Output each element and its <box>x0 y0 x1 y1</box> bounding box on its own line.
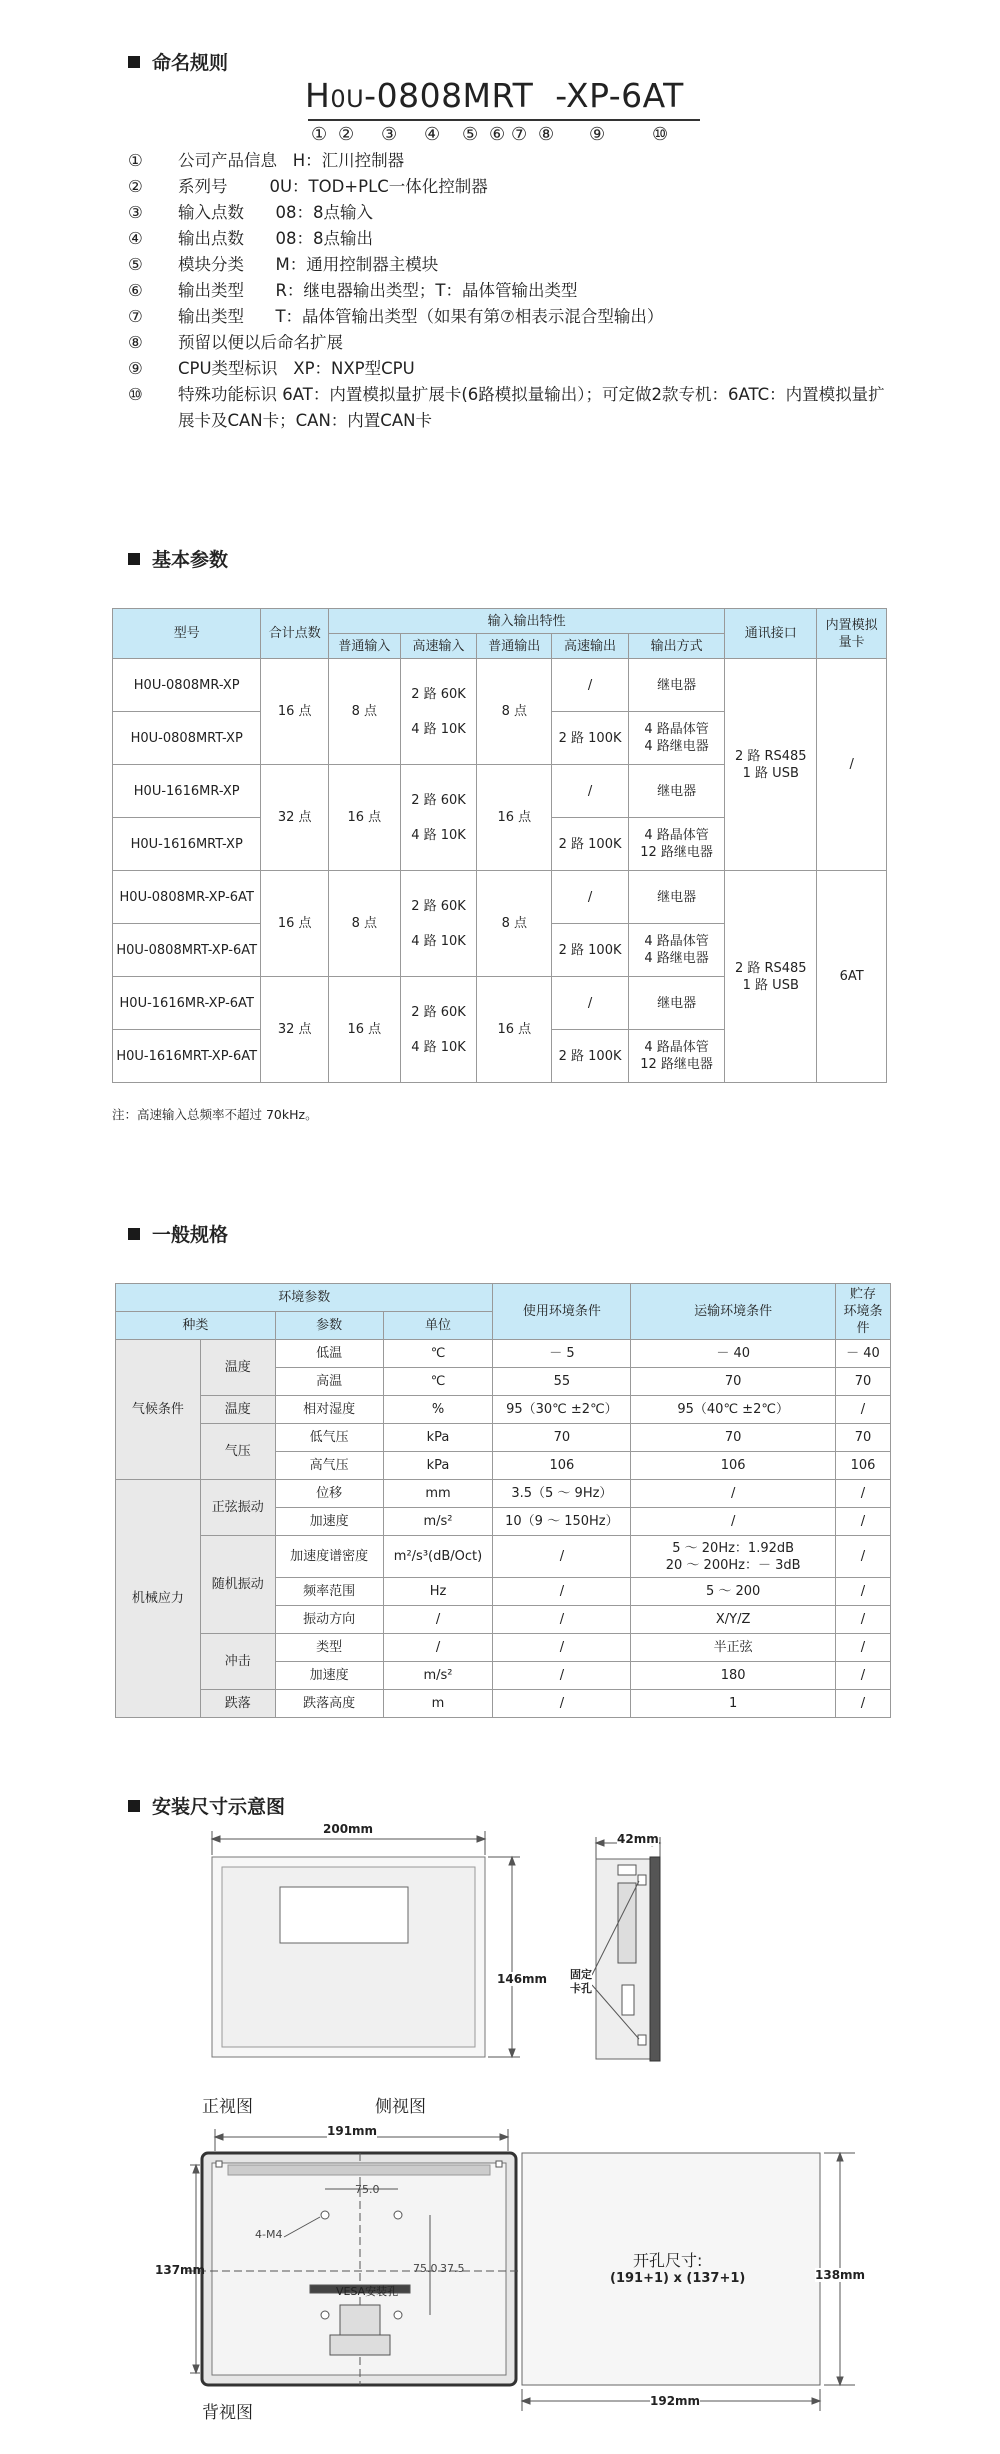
col-header-io: 输入输出特性 <box>329 609 725 634</box>
code-marker: ⑩ <box>652 124 669 145</box>
rule-item: ⑨ CPU类型标识 XP：NXP型CPU <box>128 359 415 378</box>
in-normal-cell: 8 点 <box>329 871 401 977</box>
table-row: 高温 ℃ 55 70 70 <box>116 1368 891 1396</box>
out-mode-cell: 继电器 <box>628 977 724 1030</box>
in-normal-cell: 16 点 <box>329 765 401 871</box>
table-row: 频率范围 Hz / 5 ～ 200 / <box>116 1578 891 1606</box>
table-row: 振动方向 / / X/Y/Z / <box>116 1606 891 1634</box>
header-param: 参数 <box>275 1312 383 1340</box>
table-row: 加速度 m/s² / 180 / <box>116 1662 891 1690</box>
front-view-drawing <box>190 1825 530 2070</box>
out-normal-cell: 8 点 <box>477 871 552 977</box>
cutout-label: 开孔尺寸: <box>633 2251 703 2270</box>
rule-item: ③ 输入点数 08：8点输入 <box>128 203 373 222</box>
front-height-label: 146mm <box>497 1972 548 1986</box>
col-header-comm: 通讯接口 <box>725 609 817 659</box>
col-header-in-fast: 高速输入 <box>400 634 477 659</box>
subcategory-cell: 跌落 <box>200 1690 275 1718</box>
total-cell: 16 点 <box>261 871 329 977</box>
general-spec-table <box>115 1283 891 1718</box>
out-fast-cell: 2 路 100K <box>552 1030 629 1083</box>
out-fast-cell: 2 路 100K <box>552 712 629 765</box>
rule-item: ② 系列号 0U：TOD+PLC一体化控制器 <box>128 177 488 196</box>
col-header-out-normal: 普通输出 <box>477 634 552 659</box>
side-depth-label: 42mm <box>617 1832 659 1846</box>
in-fast-cell: 2 路 60K 4 路 10K <box>400 765 477 871</box>
table-row: 加速度 m/s² 10（9 ～ 150Hz） / / <box>116 1508 891 1536</box>
rule-item: ④ 输出点数 08：8点输出 <box>128 229 373 248</box>
out-mode-cell: 4 路晶体管 4 路继电器 <box>628 712 724 765</box>
table-row <box>113 871 887 924</box>
square-bullet-icon <box>128 553 140 565</box>
total-cell: 32 点 <box>261 977 329 1083</box>
comm-cell: 2 路 RS485 1 路 USB <box>725 871 817 1083</box>
spec-section-title: 一般规格 <box>128 1220 228 1247</box>
header-env: 环境参数 <box>116 1284 493 1312</box>
header-storage: 贮存 环境条件 <box>836 1284 891 1340</box>
header-use: 使用环境条件 <box>493 1284 631 1340</box>
rule-item: ⑩ 特殊功能标识 6AT：内置模拟量扩展卡(6路模拟量输出）；可定做2款专机：6ATC：内置模拟量扩展卡及CAN卡；CAN：内置CAN卡 <box>128 385 885 430</box>
col-header-in-normal: 普通输入 <box>329 634 401 659</box>
model-cell: H0U-0808MRT-XP <box>113 712 261 765</box>
code-marker: ② <box>338 124 355 145</box>
model-cell: H0U-1616MRT-XP-6AT <box>113 1030 261 1083</box>
front-view-caption: 正视图 <box>202 2097 253 2117</box>
in-normal-cell: 8 点 <box>329 659 401 765</box>
out-normal-cell: 16 点 <box>477 765 552 871</box>
table-row: 气压 低气压 kPa 70 70 70 <box>116 1424 891 1452</box>
table-row: 高气压 kPa 106 106 106 <box>116 1452 891 1480</box>
model-cell: H0U-1616MRT-XP <box>113 818 261 871</box>
comm-cell: 2 路 RS485 1 路 USB <box>725 659 817 871</box>
out-normal-cell: 16 点 <box>477 977 552 1083</box>
rule-item: ⑥ 输出类型 R：继电器输出类型；T：晶体管输出类型 <box>128 281 578 300</box>
square-bullet-icon <box>128 56 140 68</box>
naming-rule-list <box>128 148 888 434</box>
side-fixing-hole-label: 固定 卡孔 <box>570 1968 592 1995</box>
out-fast-cell: / <box>552 765 629 818</box>
out-fast-cell: / <box>552 871 629 924</box>
code-marker: ① <box>311 124 328 145</box>
header-transport: 运输环境条件 <box>631 1284 836 1340</box>
out-normal-cell: 8 点 <box>477 659 552 765</box>
side-view-caption: 侧视图 <box>375 2097 426 2117</box>
model-cell: H0U-0808MR-XP <box>113 659 261 712</box>
model-cell: H0U-1616MR-XP <box>113 765 261 818</box>
back-width-label: 191mm <box>327 2124 378 2138</box>
side-view-drawing <box>560 1835 690 2075</box>
code-marker: ⑦ <box>511 124 528 145</box>
out-mode-cell: 4 路晶体管 12 路继电器 <box>628 818 724 871</box>
analog-cell: / <box>817 659 887 871</box>
out-fast-cell: 2 路 100K <box>552 818 629 871</box>
header-kind: 种类 <box>116 1312 276 1340</box>
back-height-label: 137mm <box>155 2263 206 2277</box>
in-fast-cell: 2 路 60K 4 路 10K <box>400 659 477 765</box>
subcategory-cell: 冲击 <box>200 1634 275 1690</box>
basic-params-table <box>112 608 887 1083</box>
out-fast-cell: / <box>552 977 629 1030</box>
subcategory-cell: 随机振动 <box>200 1536 275 1634</box>
table-row: 机械应力 正弦振动 位移 mm 3.5（5 ～ 9Hz） / / <box>116 1480 891 1508</box>
table-row <box>113 659 887 712</box>
code-marker: ⑥ <box>489 124 506 145</box>
back-vesa-label: VESA安装孔 <box>336 2285 399 2298</box>
rule-item: ⑦ 输出类型 T：晶体管输出类型（如果有第⑦相表示混合型输出） <box>128 307 664 326</box>
back-vesa-height-label: 37.5 <box>440 2262 465 2275</box>
analog-cell: 6AT <box>817 871 887 1083</box>
category-cell: 机械应力 <box>116 1480 201 1718</box>
out-mode-cell: 继电器 <box>628 765 724 818</box>
total-cell: 32 点 <box>261 765 329 871</box>
table-row: 气候条件 温度 低温 ℃ － 5 － 40 － 40 <box>116 1340 891 1368</box>
col-header-out-fast: 高速输出 <box>552 634 629 659</box>
rule-item: ⑧ 预留以便以后命名扩展 <box>128 333 343 352</box>
back-vesa-width-label: 75.0 <box>355 2183 380 2196</box>
cutout-width-label: 192mm <box>650 2394 701 2408</box>
model-code: H0U-0808MRT -XP-6AT <box>305 76 684 115</box>
back-view-caption: 背视图 <box>202 2403 253 2423</box>
code-marker: ⑤ <box>462 124 479 145</box>
install-section-title: 安装尺寸示意图 <box>128 1792 285 1819</box>
out-mode-cell: 继电器 <box>628 871 724 924</box>
out-mode-cell: 4 路晶体管 4 路继电器 <box>628 924 724 977</box>
basic-section-title: 基本参数 <box>128 545 228 572</box>
square-bullet-icon <box>128 1800 140 1812</box>
subcategory-cell: 正弦振动 <box>200 1480 275 1536</box>
front-width-label: 200mm <box>323 1822 374 1836</box>
total-cell: 16 点 <box>261 659 329 765</box>
code-marker: ⑧ <box>538 124 555 145</box>
subcategory-cell: 气压 <box>200 1424 275 1480</box>
category-cell: 气候条件 <box>116 1340 201 1480</box>
cutout-formula: (191+1) x (137+1) <box>610 2271 746 2286</box>
square-bullet-icon <box>128 1228 140 1240</box>
col-header-out-mode: 输出方式 <box>628 634 724 659</box>
cutout-height-label: 138mm <box>815 2268 866 2282</box>
table-row: 温度 相对湿度 % 95（30℃ ±2℃） 95（40℃ ±2℃） / <box>116 1396 891 1424</box>
table-row: 跌落 跌落高度 m / 1 / <box>116 1690 891 1718</box>
out-mode-cell: 继电器 <box>628 659 724 712</box>
code-marker: ③ <box>381 124 398 145</box>
back-view-drawing <box>180 2125 530 2395</box>
rule-item: ⑤ 模块分类 M：通用控制器主模块 <box>128 255 439 274</box>
out-fast-cell: / <box>552 659 629 712</box>
col-header-analog: 内置模拟量卡 <box>817 609 887 659</box>
model-code-underline <box>308 119 700 121</box>
out-fast-cell: 2 路 100K <box>552 924 629 977</box>
back-hole-label: 4-M4 <box>255 2228 283 2241</box>
code-marker: ④ <box>424 124 441 145</box>
model-cell: H0U-1616MR-XP-6AT <box>113 977 261 1030</box>
code-marker: ⑨ <box>589 124 606 145</box>
in-normal-cell: 16 点 <box>329 977 401 1083</box>
rule-item: ① 公司产品信息 H：汇川控制器 <box>128 151 405 170</box>
table-row: 冲击 类型 / / 半正弦 / <box>116 1634 891 1662</box>
naming-section-title: 命名规则 <box>128 48 228 75</box>
back-vesa-height2-label: 75.0 <box>413 2262 438 2275</box>
col-header-model: 型号 <box>113 609 261 659</box>
basic-table-note: 注：高速输入总频率不超过 70kHz。 <box>112 1107 318 1122</box>
table-row: 随机振动 加速度谱密度 m²/s³(dB/Oct) / 5 ～ 20Hz：1.92dB 20 ～ 200Hz：－ 3dB / <box>116 1536 891 1578</box>
in-fast-cell: 2 路 60K 4 路 10K <box>400 871 477 977</box>
out-mode-cell: 4 路晶体管 12 路继电器 <box>628 1030 724 1083</box>
model-cell: H0U-0808MR-XP-6AT <box>113 871 261 924</box>
model-cell: H0U-0808MRT-XP-6AT <box>113 924 261 977</box>
in-fast-cell: 2 路 60K 4 路 10K <box>400 977 477 1083</box>
subcategory-cell: 温度 <box>200 1396 275 1424</box>
col-header-total: 合计点数 <box>261 609 329 659</box>
header-unit: 单位 <box>383 1312 493 1340</box>
subcategory-cell: 温度 <box>200 1340 275 1396</box>
